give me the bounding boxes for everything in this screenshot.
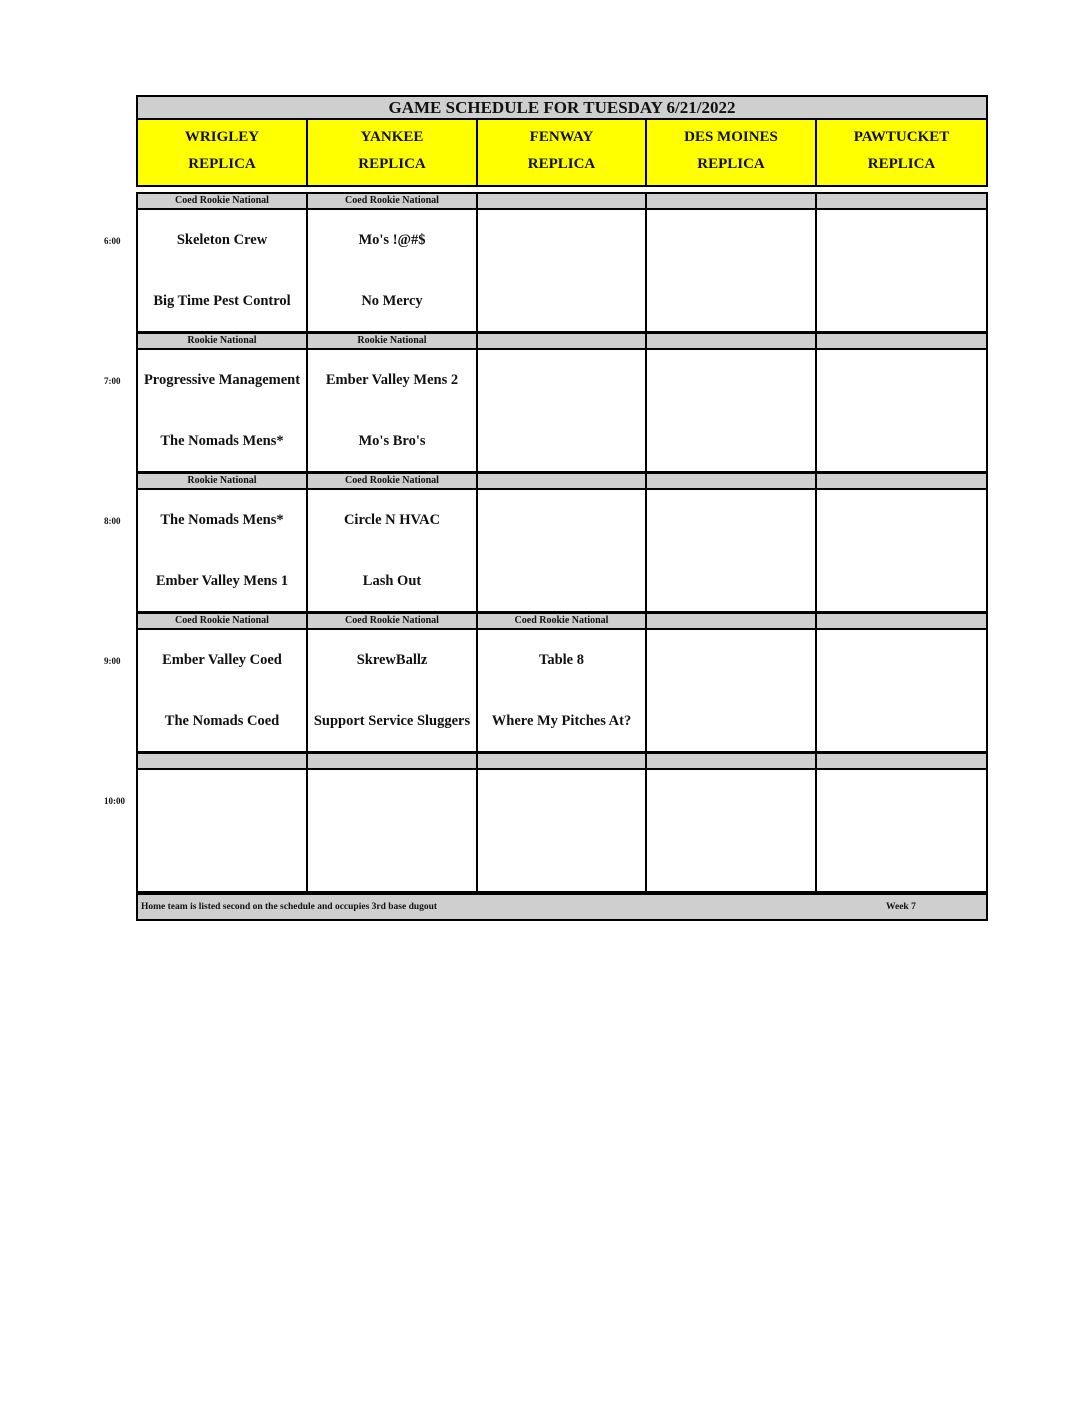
home-team: Where My Pitches At?	[491, 713, 632, 729]
division-band: Rookie National	[306, 332, 478, 350]
home-team: No Mercy	[361, 293, 423, 309]
division-band: Coed Rookie National	[306, 612, 478, 630]
game-cell	[645, 630, 817, 753]
time-label-6: 6:00	[104, 236, 121, 246]
game-cell	[815, 630, 988, 753]
game-cell	[306, 770, 478, 893]
division-band: Coed Rookie National	[306, 472, 478, 490]
home-team: Ember Valley Mens 1	[155, 573, 289, 589]
division-band	[645, 332, 817, 350]
home-team: Mo's Bro's	[358, 433, 426, 449]
game-cell	[645, 770, 817, 893]
away-team: Mo's !@#$	[358, 232, 426, 248]
game-cell	[306, 630, 478, 753]
schedule-footer	[136, 893, 988, 921]
field-header-des-moines	[645, 120, 817, 187]
game-cell	[476, 630, 647, 753]
field-name: WRIGLEY	[184, 129, 260, 145]
division-band: Rookie National	[136, 472, 308, 490]
game-cell	[645, 490, 817, 613]
division-band	[815, 192, 988, 210]
field-sub: REPLICA	[867, 156, 936, 172]
field-header-fenway	[476, 120, 647, 187]
game-cell	[306, 490, 478, 613]
schedule-title: GAME SCHEDULE FOR TUESDAY 6/21/2022	[136, 95, 988, 120]
game-cell	[136, 210, 308, 333]
game-cell	[815, 490, 988, 613]
division-band	[645, 612, 817, 630]
away-team: Skeleton Crew	[176, 232, 268, 248]
division-band	[815, 612, 988, 630]
division-band	[306, 752, 478, 770]
game-cell	[645, 210, 817, 333]
home-team: The Nomads Coed	[164, 713, 280, 729]
field-header-wrigley	[136, 120, 308, 187]
schedule-sheet	[136, 95, 988, 921]
game-cell	[136, 350, 308, 473]
game-cell	[476, 210, 647, 333]
time-label-9: 9:00	[104, 656, 121, 666]
home-team: Support Service Sluggers	[313, 713, 471, 729]
division-band	[815, 472, 988, 490]
away-team: Progressive Management	[143, 372, 301, 388]
game-cell	[476, 770, 647, 893]
division-band	[815, 752, 988, 770]
field-name: FENWAY	[529, 129, 594, 145]
field-sub: REPLICA	[527, 156, 596, 172]
game-cell	[815, 770, 988, 893]
game-cell	[815, 210, 988, 333]
game-cell	[136, 770, 308, 893]
division-band	[476, 472, 647, 490]
home-team: Big Time Pest Control	[153, 293, 291, 309]
field-header-yankee	[306, 120, 478, 187]
week-label: Week 7	[886, 902, 916, 912]
home-team: The Nomads Mens*	[160, 433, 284, 449]
division-band	[645, 752, 817, 770]
field-name: DES MOINES	[684, 129, 778, 145]
time-label-10: 10:00	[104, 796, 125, 806]
away-team: Ember Valley Coed	[162, 652, 282, 668]
game-cell	[306, 210, 478, 333]
game-cell	[136, 490, 308, 613]
field-name: PAWTUCKET	[853, 129, 950, 145]
division-band: Rookie National	[136, 332, 308, 350]
division-band: Coed Rookie National	[136, 612, 308, 630]
division-band	[476, 752, 647, 770]
division-band: Coed Rookie National	[476, 612, 647, 630]
game-cell	[306, 350, 478, 473]
time-label-8: 8:00	[104, 516, 121, 526]
division-band	[815, 332, 988, 350]
division-band	[476, 192, 647, 210]
field-header-pawtucket	[815, 120, 988, 187]
game-cell	[476, 350, 647, 473]
field-sub: REPLICA	[697, 156, 765, 172]
division-band	[645, 192, 817, 210]
away-team: Table 8	[539, 652, 584, 668]
division-band: Coed Rookie National	[136, 192, 308, 210]
field-name: YANKEE	[360, 129, 424, 145]
home-team: Lash Out	[362, 573, 422, 589]
away-team: Ember Valley Mens 2	[325, 372, 459, 388]
away-team: Circle N HVAC	[343, 512, 441, 528]
game-cell	[815, 350, 988, 473]
division-band	[476, 332, 647, 350]
game-cell	[136, 630, 308, 753]
field-sub: REPLICA	[358, 156, 426, 172]
division-band	[645, 472, 817, 490]
division-band	[136, 752, 308, 770]
game-cell	[476, 490, 647, 613]
game-cell	[645, 350, 817, 473]
division-band: Coed Rookie National	[306, 192, 478, 210]
time-label-7: 7:00	[104, 376, 121, 386]
away-team: The Nomads Mens*	[160, 512, 284, 528]
field-sub: REPLICA	[188, 156, 256, 172]
away-team: SkrewBallz	[356, 652, 428, 668]
footer-note: Home team is listed second on the schedule and occupies 3rd base dugout	[141, 902, 438, 912]
